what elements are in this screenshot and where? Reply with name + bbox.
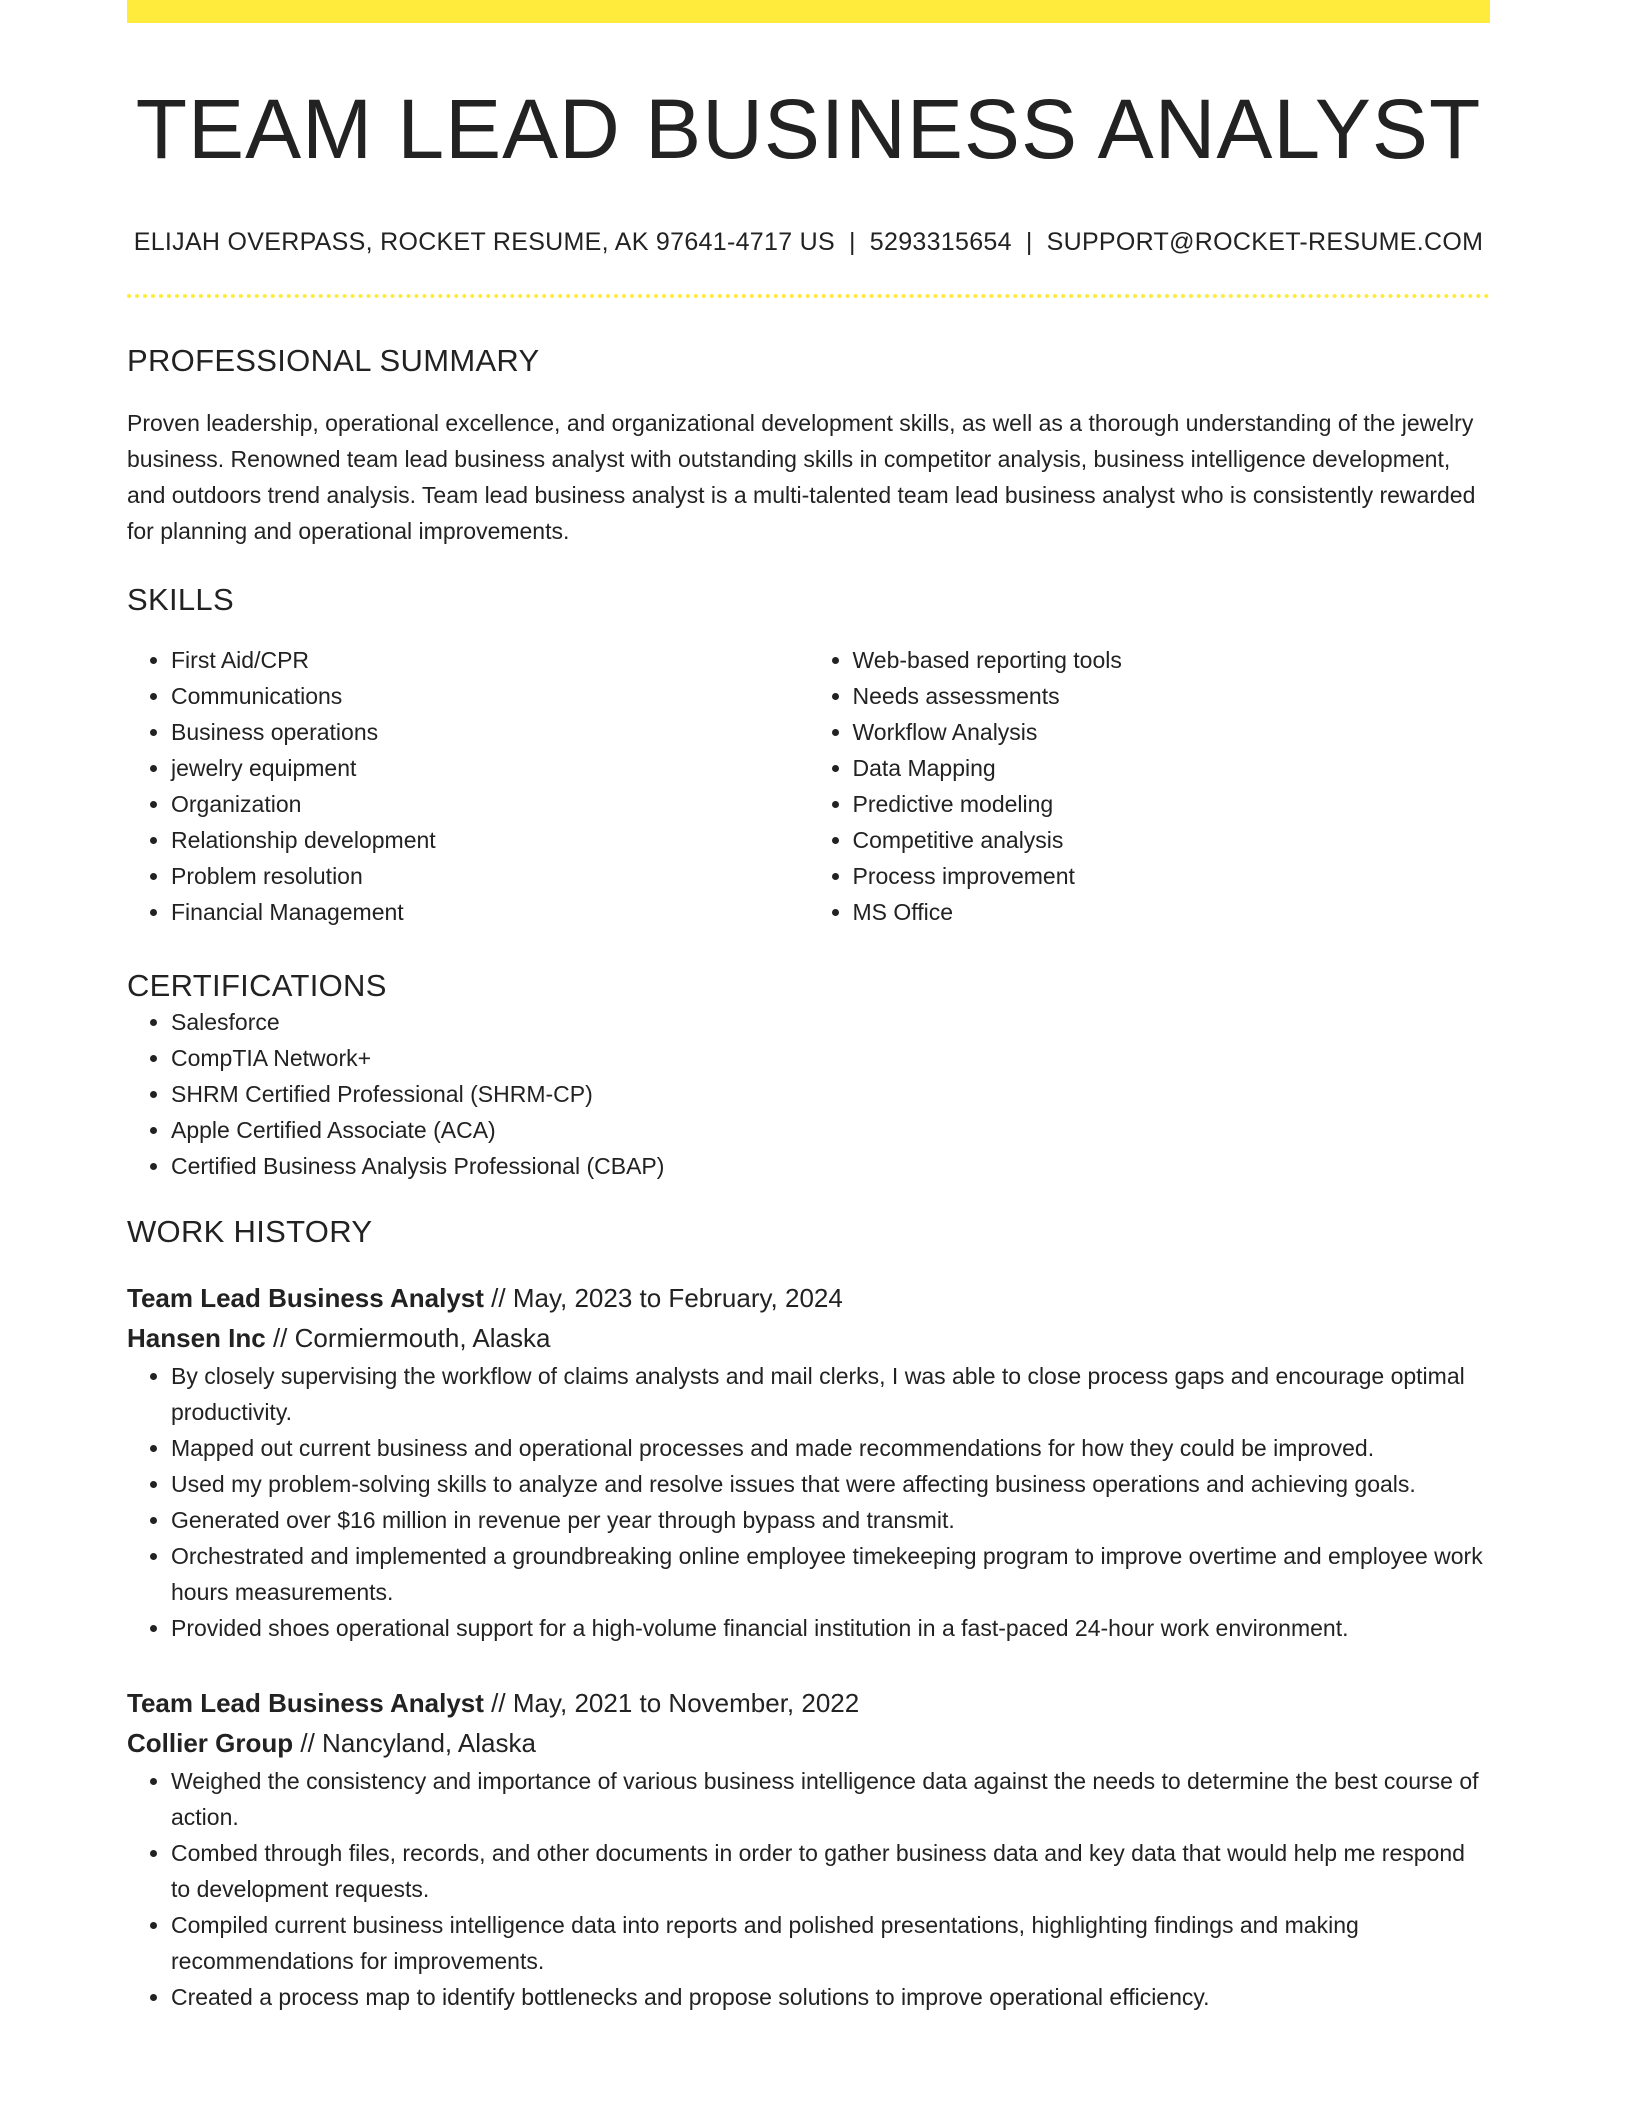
- job-bullet: • Used my problem-solving skills to analyze and resolve issues that were affecting business operations and achieving goals.: [171, 1466, 1490, 1502]
- certification-item: • Certified Business Analysis Professional (CBAP): [171, 1148, 1490, 1184]
- job-divider: //: [300, 1728, 315, 1759]
- job-dates: May, 2021 to November, 2022: [512, 1688, 860, 1719]
- skill-item: • Financial Management: [171, 894, 809, 930]
- job-company-line: [127, 1723, 1490, 1763]
- skills-heading: SKILLS: [127, 582, 234, 618]
- dotted-divider: [127, 294, 1490, 298]
- skill-item: • Communications: [171, 678, 809, 714]
- job-title: Team Lead Business Analyst: [127, 1688, 484, 1719]
- skills-list-right: [809, 642, 1491, 930]
- contact-phone: 5293315654: [869, 228, 1012, 257]
- skill-item: • Process improvement: [853, 858, 1491, 894]
- certification-item: • Salesforce: [171, 1004, 1490, 1040]
- skill-item: • Predictive modeling: [853, 786, 1491, 822]
- summary-text: Proven leadership, operational excellence, and organizational development skills, as well as a thorough understanding of the jewelry business. Renowned team lead business analyst with outstanding skills in competitor analysis, business intelligence development, and outdoors trend analysis. Team lead business analyst is a multi-talented team lead business analyst who is consistently rewarded for planning and operational improvements.: [127, 410, 1476, 545]
- skill-item: • Problem resolution: [171, 858, 809, 894]
- certification-item: • SHRM Certified Professional (SHRM-CP): [171, 1076, 1490, 1112]
- skill-item: • Business operations: [171, 714, 809, 750]
- certifications-list: [127, 1004, 1490, 1184]
- skill-item: • Needs assessments: [853, 678, 1491, 714]
- job-location: Nancyland, Alaska: [322, 1728, 536, 1759]
- job-bullet: • Provided shoes operational support for a high-volume financial institution in a fast-paced 24-hour work environment.: [171, 1610, 1490, 1646]
- job-bullet: • Orchestrated and implemented a groundbreaking online employee timekeeping program to improve overtime and employee work hours measurements.: [171, 1538, 1490, 1610]
- summary-heading: PROFESSIONAL SUMMARY: [127, 343, 540, 379]
- job-entry: [127, 1278, 1490, 1646]
- job-bullet: • Weighed the consistency and importance of various business intelligence data against the needs to determine the best course of action.: [171, 1763, 1490, 1835]
- job-company-line: [127, 1318, 1490, 1358]
- job-title: Team Lead Business Analyst: [127, 1283, 484, 1314]
- job-company: Collier Group: [127, 1728, 294, 1759]
- skill-item: • jewelry equipment: [171, 750, 809, 786]
- contact-line: [127, 228, 1490, 257]
- accent-bar: [127, 0, 1490, 23]
- job-company: Hansen Inc: [127, 1323, 266, 1354]
- job-divider: //: [491, 1688, 506, 1719]
- contact-email: SUPPORT@ROCKET-RESUME.COM: [1046, 228, 1484, 257]
- job-entry: [127, 1683, 1490, 2015]
- contact-separator: |: [848, 228, 856, 257]
- job-bullet: • Combed through files, records, and other documents in order to gather business data and key data that would help me respond to development requests.: [171, 1835, 1490, 1907]
- skill-item: • Organization: [171, 786, 809, 822]
- skill-item: • Web-based reporting tools: [853, 642, 1491, 678]
- contact-address: ELIJAH OVERPASS, ROCKET RESUME, AK 97641-4717 US: [133, 228, 835, 257]
- job-dates: May, 2023 to February, 2024: [512, 1283, 843, 1314]
- job-bullets: [127, 1358, 1490, 1646]
- skill-item: • Competitive analysis: [853, 822, 1491, 858]
- skill-item: • Workflow Analysis: [853, 714, 1491, 750]
- skills-grid: [127, 642, 1490, 930]
- job-bullet: • Compiled current business intelligence data into reports and polished presentations, highlighting findings and making recommendations for improvements.: [171, 1907, 1490, 1979]
- job-bullet: • By closely supervising the workflow of claims analysts and mail clerks, I was able to close process gaps and encourage optimal productivity.: [171, 1358, 1490, 1430]
- skill-item: • Data Mapping: [853, 750, 1491, 786]
- certification-item: • CompTIA Network+: [171, 1040, 1490, 1076]
- job-divider: //: [491, 1283, 506, 1314]
- job-bullet: • Generated over $16 million in revenue per year through bypass and transmit.: [171, 1502, 1490, 1538]
- certifications-heading: CERTIFICATIONS: [127, 968, 387, 1004]
- job-location: Cormiermouth, Alaska: [294, 1323, 551, 1354]
- job-title-line: [127, 1278, 1490, 1318]
- job-bullets: [127, 1763, 1490, 2015]
- job-bullet: • Mapped out current business and operational processes and made recommendations for how they could be improved.: [171, 1430, 1490, 1466]
- certification-item: • Apple Certified Associate (ACA): [171, 1112, 1490, 1148]
- skills-list-left: [127, 642, 809, 930]
- job-divider: //: [272, 1323, 288, 1354]
- contact-separator: |: [1025, 228, 1033, 257]
- skill-item: • MS Office: [853, 894, 1491, 930]
- skill-item: • First Aid/CPR: [171, 642, 809, 678]
- page-title: TEAM LEAD BUSINESS ANALYST: [135, 82, 1482, 176]
- skill-item: • Relationship development: [171, 822, 809, 858]
- job-bullet: • Created a process map to identify bottlenecks and propose solutions to improve operational efficiency.: [171, 1979, 1490, 2015]
- resume-content: [127, 23, 1490, 2015]
- job-title-line: [127, 1683, 1490, 1723]
- work-history-heading: WORK HISTORY: [127, 1214, 373, 1250]
